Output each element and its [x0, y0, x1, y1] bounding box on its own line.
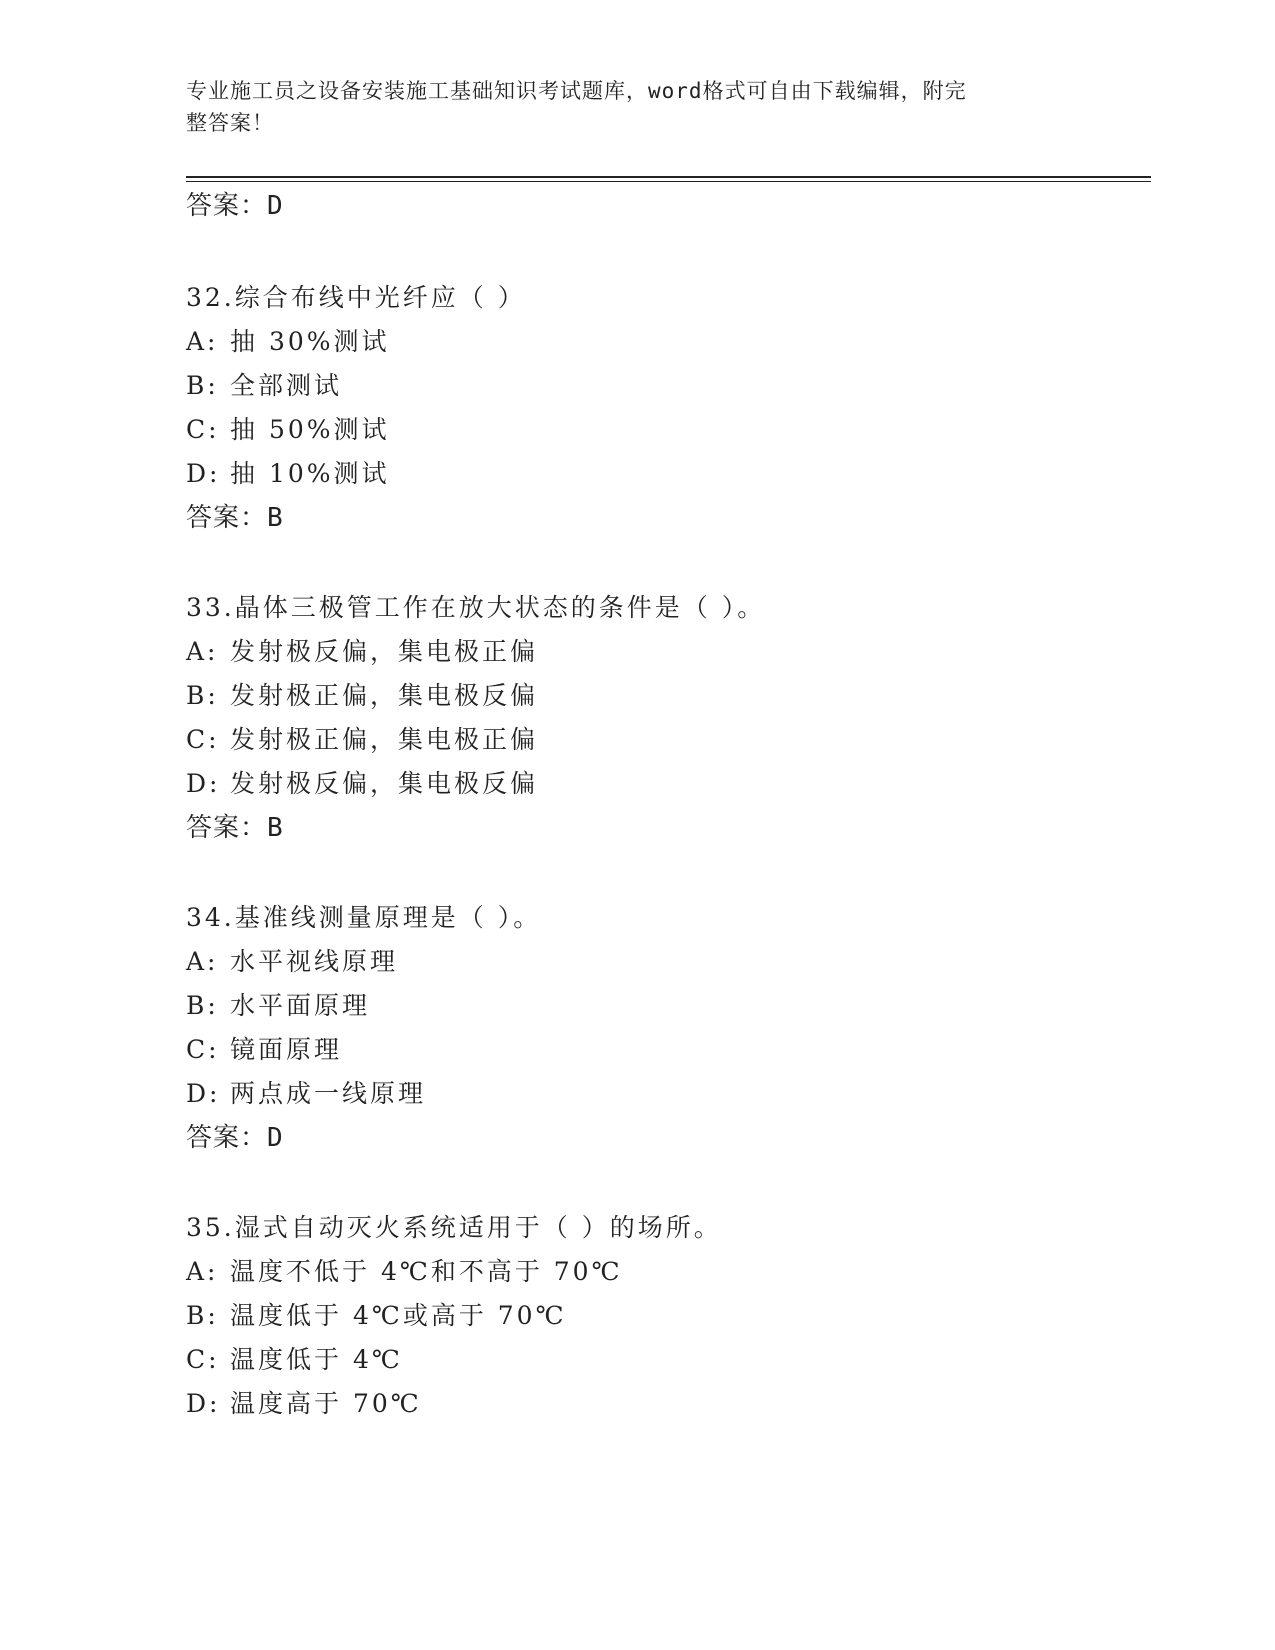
question-35-option-d — [186, 1388, 422, 1420]
question-33-option-c — [186, 724, 538, 756]
option-label: D: — [186, 459, 221, 488]
option-label: A: — [186, 1257, 219, 1286]
option-text: 全部测试 — [230, 371, 343, 400]
question-34-option-d — [186, 1078, 426, 1110]
option-text: 发射极反偏，集电极反偏 — [230, 769, 539, 798]
option-text: 发射极正偏，集电极正偏 — [230, 725, 539, 754]
option-label: A: — [186, 327, 219, 356]
question-32-option-b — [186, 370, 342, 402]
option-label: A: — [186, 947, 219, 976]
question-34-option-b — [186, 990, 370, 1022]
option-text: 两点成一线原理 — [230, 1079, 427, 1108]
option-text: 抽 10%测试 — [230, 459, 390, 488]
option-label: B: — [186, 991, 219, 1020]
option-label: B: — [186, 681, 219, 710]
option-text: 温度低于 4℃ — [230, 1345, 403, 1374]
question-34-stem: 34.基准线测量原理是（ ）。 — [186, 903, 542, 932]
header-divider-thick — [186, 176, 1151, 178]
option-label: B: — [186, 371, 219, 400]
header-divider-thin — [186, 181, 1151, 182]
option-label: C: — [186, 1345, 220, 1374]
option-text: 温度高于 70℃ — [230, 1389, 422, 1418]
question-33-stem: 33.晶体三极管工作在放大状态的条件是（ ）。 — [186, 593, 766, 622]
option-label: C: — [186, 725, 220, 754]
question-34-option-c — [186, 1034, 342, 1066]
option-label: C: — [186, 415, 220, 444]
question-35-stem: 35.湿式自动灭火系统适用于（ ）的场所。 — [186, 1213, 722, 1242]
option-text: 温度不低于 4℃和不高于 70℃ — [230, 1257, 623, 1286]
option-text: 水平视线原理 — [230, 947, 399, 976]
question-35-option-b — [186, 1300, 567, 1332]
option-label: C: — [186, 1035, 220, 1064]
option-text: 发射极反偏，集电极正偏 — [230, 637, 539, 666]
option-text: 发射极正偏，集电极反偏 — [230, 681, 539, 710]
question-35-option-a — [186, 1256, 623, 1288]
question-34-option-a — [186, 946, 398, 978]
option-text: 温度低于 4℃或高于 70℃ — [230, 1301, 567, 1330]
option-text: 镜面原理 — [230, 1035, 343, 1064]
question-32-stem: 32.综合布线中光纤应（ ） — [186, 283, 526, 312]
option-label: D: — [186, 1079, 221, 1108]
question-34-answer: 答案：D — [186, 1123, 284, 1153]
option-label: A: — [186, 637, 219, 666]
header-line-1: 专业施工员之设备安装施工基础知识考试题库，word格式可自由下载编辑，附完 — [186, 79, 967, 103]
question-32-option-d — [186, 458, 390, 490]
question-32-option-c — [186, 414, 390, 446]
option-text: 抽 30%测试 — [230, 327, 390, 356]
question-35-option-c — [186, 1344, 403, 1376]
option-label: D: — [186, 1389, 221, 1418]
option-text: 水平面原理 — [230, 991, 371, 1020]
question-33-option-a — [186, 636, 538, 668]
option-label: B: — [186, 1301, 219, 1330]
option-label: D: — [186, 769, 221, 798]
header-line-2: 整答案！ — [186, 111, 274, 135]
question-32-answer: 答案：B — [186, 503, 284, 533]
question-32-option-a — [186, 326, 390, 358]
question-33-option-b — [186, 680, 538, 712]
question-33-option-d — [186, 768, 538, 800]
document-header — [186, 75, 1086, 139]
previous-answer: 答案：D — [186, 191, 284, 221]
option-text: 抽 50%测试 — [230, 415, 390, 444]
question-33-answer: 答案：B — [186, 813, 284, 843]
